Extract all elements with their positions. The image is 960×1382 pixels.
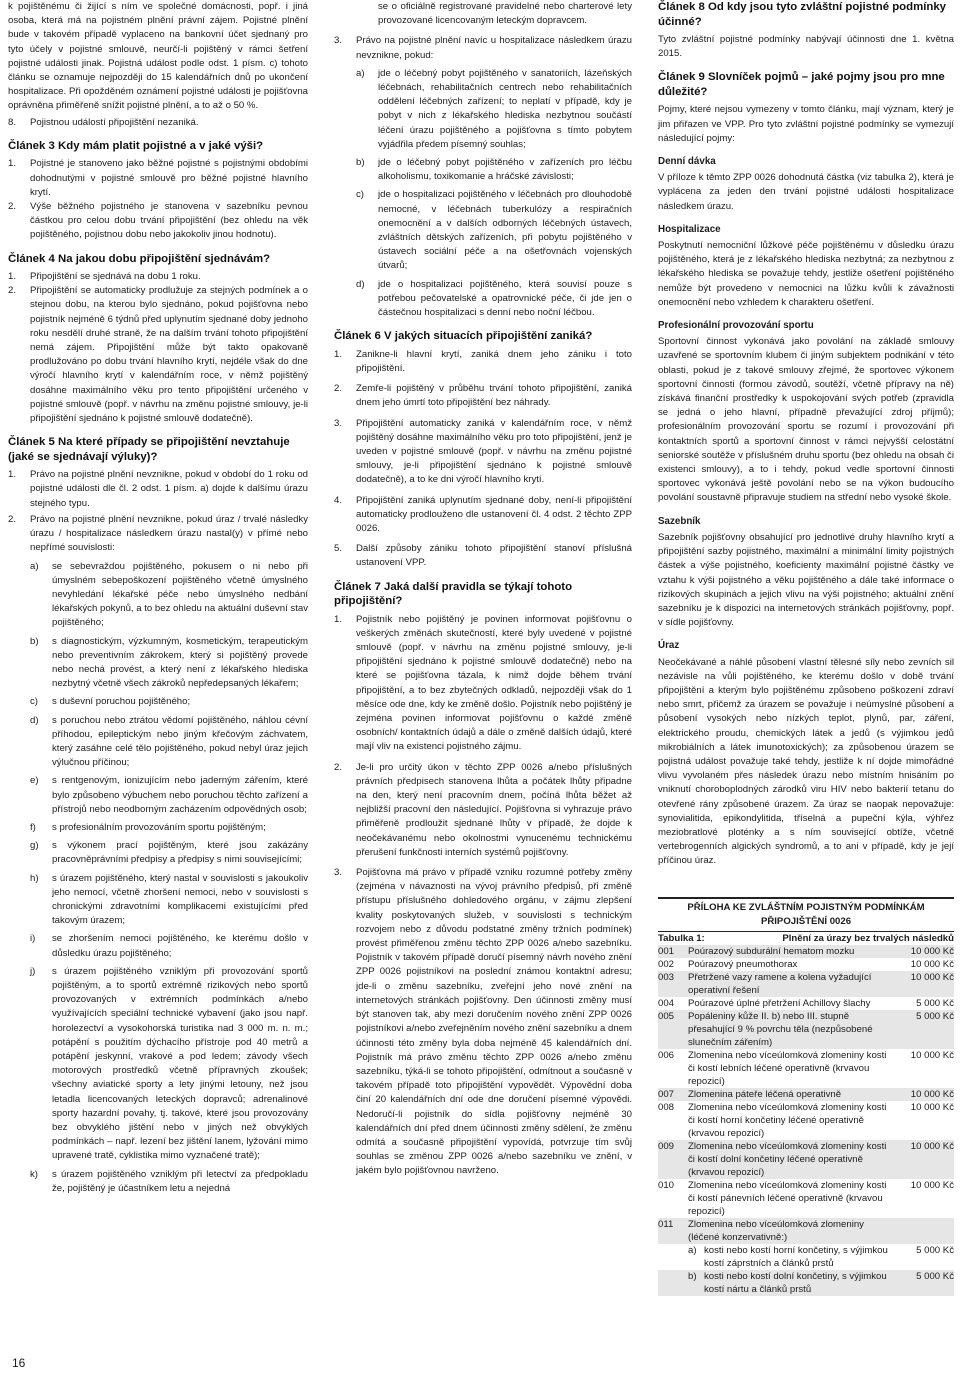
item-number: 3. [334,35,343,47]
heading-article-8: Článek 8 Od kdy jsou tyto zvláštní pojistné podmínky účinné? [658,1,946,28]
row-code: 008 [658,1101,675,1113]
definition-term: Denní dávka [658,156,716,168]
row-amount [892,1218,954,1244]
item-text: Další způsoby zániku tohoto připojištění stanoví příslušná ustanovení VPP. [356,543,632,569]
definition-text: Poskytnutí nemocniční lůžkové péče pojištěnému v důsledku úrazu pojištěného, která je z lékařského hlediska nezbytná; za nezbytnou z lékařského hlediska se považuje tehdy, jestliže ošetření pojištěného nemůže být provedeno v nemocnici na lůžku kvůli k závažnosti onemocnění nebo vzhledem k charakteru ošetření. [658,240,954,308]
item-text: Právo na pojistné plnění nevznikne, pokud v období do 1 roku od pojistné události dle čl. 2 odst. 1 písm. a) dojde k dalšímu úrazu stejného typu. [30,469,308,509]
sub-item-text: s poruchou nebo ztrátou vědomí pojištěného, náhlou cévní příhodou, epileptickým nebo jiným křečovým záchvatem, který zasáhne celé tělo pojištěného, pokud nebyl úraz jejich výlučnou příčinou; [52,714,308,769]
table-row [658,1049,954,1088]
row-amount: 10 000 Kč [910,1088,954,1100]
sub-item-letter: k) [30,1168,38,1180]
subrow-amount: 5 000 Kč [916,1270,954,1282]
sub-item-letter: d) [356,278,365,290]
table-row [658,1088,954,1101]
sub-item [30,965,308,1164]
item-number: 5. [334,543,343,555]
table-row [658,958,954,971]
sub-item [356,188,632,273]
row-desc: Zlomenina páteře léčená operativně [688,1088,842,1100]
sub-item-letter: c) [356,189,364,201]
column-middle [334,0,632,1179]
definition-term: Profesionální provozování sportu [658,320,814,332]
sub-item [356,67,632,152]
sub-item-text: s rentgenovým, ionizujícím nebo jaderným zářením, které bylo způsobeno výbuchem nebo poruchou těchto zařízení a přístrojů nebo neodborným zacházením odpovědných osob; [52,775,308,815]
annex [658,897,954,1296]
row-desc: Zlomenina nebo víceúlomková zlomeniny kosti či kostí lebních léčené operativně (krvavou repozicí) [688,1049,887,1087]
sub-item-letter: j) [30,965,36,977]
annex-title: PŘÍLOHA KE ZVLÁŠTNÍM POJISTNÝM PODMÍNKÁM PŘIPOJIŠTĚNÍ 0026 [658,897,954,929]
heading-article-5: Článek 5 Na které případy se připojištění nevztahuje (jaké se sjednávají výluky)? [8,436,290,463]
list-item [334,542,632,570]
row-code: 004 [658,997,675,1009]
item-text: Připojištění zaniká uplynutím sjednané doby, není-li připojištění automaticky prodlouženo dle ustanovení čl. 4 odst. 2 těchto ZPP 0026. [356,494,632,534]
heading-article-7: Článek 7 Jaká další pravidla se týkají tohoto připojištění? [334,580,573,608]
list-item [334,382,632,410]
table-row [658,1179,954,1218]
sub-item-text: se zhoršením nemoci pojištěného, ke kterému došlo v důsledku úrazu pojištěného; [52,933,308,959]
sub-item-letter: a) [356,67,365,79]
list-item [334,613,632,755]
list-item [8,513,308,556]
row-code: 005 [658,1010,675,1022]
sub-item-text: se o oficiálně registrované pravidelné nebo charterové lety provozované licencovaným leteckým dopravcem. [378,1,632,27]
definition-term: Hospitalizace [658,223,721,235]
list-item [334,866,632,1178]
sub-item-text: se sebevraždou pojištěného, pokusem o ni nebo při úmyslném sebepoškození pojištěného včetně úmyslného nevyhledání lékařské péče nebo úmyslného nedbání lékařských pokynů, a to bez ohledu na aktuální duševní stav pojištěného; [52,560,308,629]
sub-item-text: s úrazem pojištěného vzniklým při letectví za předpokladu že, pojištěný je účastníkem letu a nejedná [52,1168,308,1194]
heading-article-4: Článek 4 Na jakou dobu připojištění sjednávám? [8,252,271,265]
item-text: Pojišťovna má právo v případě vzniku rozumné potřeby změny (zejména v návaznosti na vývoj právního předpisů, při změně přístupu příslušného dohledového orgánu, v zájmu zlepšení kvality poskytovaných služeb, v souvislosti s technickým rozvojem nebo z důvodu podstatné změny tržních podmínek) provést přiměřenou změnu těchto ZPP 0026 a/nebo sazebníku. Pojistník v takovém případě doručí písemný návrh nového znění ZPP 0026 pojistníkovi na poslední známou kontaktní adresu; jde-li o změnu sazebníku, zveřejní jeho nové znění na internetových stránkách pojišťovny. Den účinnosti změny musí být stanoven tak, aby mezi doručením nového znění ZPP 0026 pojistníkovi a/nebo zveřejněním nového znění sazebníku a dnem účinnosti této změny byla doba nejméně 45 kalendářních dní. Pojistník má právo změnu těchto ZPP 0026 a/nebo změnu sazebníku, týká-li se tohoto připojištění, odmítnout a současně v takovém případě toto připojištění vypovědět. Výpovědní doba činí 20 kalendářních dní ode dne doručení písemné výpovědi. Nedoručí-li pojistník do sídla pojišťovny nejméně 30 kalendářních dní před dnem účinnosti změny sdělení, že změnu odmítá a současně připojištění vypovídá, potvrzuje tím svůj souhlas se změnou ZPP 0026 a/nebo sazebníku ve znění, v jakém bylo pojišťovnou navrženo. [356,867,632,1177]
sub-item [30,1168,308,1196]
table-subrow [658,1244,954,1270]
column-right [658,0,954,1296]
sub-item-text: s úrazem pojištěného, který nastal v souvislosti s jakoukoliv jeho nemocí, včetně zhoršení nemoci, nebo v souvislosti s chronickými zdravotními komplikacemi existujícími před takovým úrazem; [52,872,308,927]
sub-item [30,774,308,817]
item-number: 2. [334,383,343,395]
item-text: Právo na pojistné plnění navíc u hospitalizace následkem úrazu nevznikne, pokud: [356,35,632,61]
sub-item-letter: f) [30,821,36,833]
sub-item [30,714,308,771]
row-desc: Zlomenina nebo víceúlomková zlomeniny kosti či kostí pánevních léčené operativně (krvavou repozicí) [688,1179,887,1217]
column-left [8,0,308,1196]
heading-article-3: Článek 3 Kdy mám platit pojistné a v jaké výši? [8,139,264,152]
subrow-index: b) [688,1270,697,1282]
row-amount: 10 000 Kč [910,1140,954,1152]
list-item [334,761,632,860]
item-text: Právo na pojistné plnění nevznikne, pokud úraz / trvalé následky úrazu / hospitalizace následkem úrazu nastal(y) v přímé nebo nepřímé souvislosti: [30,513,308,554]
sub-item-text: s diagnostickým, výzkumným, kosmetickým, terapeutickým nebo preventivním zákrokem, který si pojištěný provede nebo nechá provést, a který není z lékařského hlediska nezbytný včetně všech zákroků nepředepsaných lékařem; [52,635,308,690]
row-code: 010 [658,1179,675,1191]
definition-term: Sazebník [658,515,701,527]
row-amount: 10 000 Kč [910,945,954,957]
heading-article-9: Článek 9 Slovníček pojmů – jaké pojmy jsou pro mne důležité? [658,71,945,98]
row-desc: Poúrazové úplné přetržení Achillovy šlachy [688,997,871,1009]
sub-item-letter: i) [30,933,36,945]
row-desc: Popáleniny kůže II. b) nebo III. stupně přesahující 9 % povrchu těla (nezpůsobené slunečním zářením) [688,1010,873,1048]
table-row [658,1010,954,1049]
sub-item-text: s výkonem prací pojištěným, které jsou zakázány pracovněprávními předpisy a předpisy s nimi souvisejícími; [52,840,308,866]
row-amount: 10 000 Kč [910,1101,954,1113]
sub-item [30,695,308,709]
row-code: 007 [658,1088,675,1100]
definition-text: V příloze k těmto ZPP 0026 dohodnutá částka (viz tabulka 2), která je vyplácena za jeden den trvání pojistné události hospitalizace následkem úrazu. [658,172,954,212]
row-desc: Zlomenina nebo víceúlomková zlomeniny kosti či kostí horní končetiny léčené operativně (krvavou repozicí) [688,1101,887,1139]
row-desc: Zlomenina nebo víceúlomková zlomeniny kosti či kostí dolní končetiny léčené operativně (krvavou repozicí) [688,1140,887,1178]
row-amount: 5 000 Kč [916,997,954,1009]
sub-item [30,839,308,867]
sub-item-letter: h) [30,872,39,884]
list-item [334,348,632,376]
row-desc: Přetržené vazy ramene a kolena vyžadující operativní řešení [688,971,872,996]
table-row [658,997,954,1010]
subrow-desc: kosti nebo kostí dolní končetiny, s výjimkou kostí nártu a článků prstů [704,1270,887,1295]
list-item [8,157,308,200]
list-item [8,468,308,511]
row-amount: 5 000 Kč [916,1010,954,1022]
page-number: 16 [12,1356,26,1370]
item-number: 2. [8,285,17,297]
definition-text: Sportovní činnost vykonává jako povolání na základě smlouvy uzavřené se sportovním klubem či jiným subjektem podnikání v této oblasti, pokud je z takové smlouvy zřejmé, že sportovec výkonem sportovní činnosti (formou závodů, soutěží, včetně přípravy na ně) získává finanční prostředky k uspokojování svých potřeb (zpravidla se jedná o jeho hlavní, případně převažující zdroj příjmů); profesionálním provozování sportu se rozumí i provozování při kontaktních sportů a sportovní činnost v rámci nejvyšší celostátní seniorské soutěže v příslušném druhu sportu (bez ohledu na obsah či existenci smlouvy), a to i tehdy, pokud vedle sportovní činnosti sportovec vykonává ještě povolání nebo se na výkon budoucího povolání soustavně připravuje studiem na střední nebo vysoké škole. [658,336,954,504]
item-text: Výše běžného pojistného je stanovena v sazebníku pevnou částkou pro celou dobu trvání připojištění (bez ohledu na věk pojištěného, pojistnou dobu nebo jakokoliv jinou hodnotu). [30,200,308,241]
sub-item-text: s duševní poruchou pojištěného; [52,696,191,708]
sub-item-text: jde o léčebný pobyt pojištěného v sanatoriích, lázeňských léčebnách, rehabilitačních centrech nebo rehabilitačních oddělení léčebných zařízení; to neplatí v případě, kdy je pobyt v nich z lékařského hlediska nezbytnou součástí léčení úrazu pojištěného a pojišťovna s tímto pobytem vyjádřila předem písemný souhlas; [378,67,632,150]
row-code: 009 [658,1140,675,1152]
item-text: Je-li pro určitý úkon v těchto ZPP 0026 a/nebo příslušných právních předpisech stanovena lhůta a počátek lhůty připadne na den, který není pracovním dnem, počíná lhůta běžet až nejbližší pracovní den následující. Pojišťovna si vyhrazuje právo přiměřeně prodloužit sjednané lhůty v případě, že dojde k neočekávanému nebo okolnostmi vynucenému technickému přerušení funkčnosti interních systémů pojišťovny. [356,761,632,858]
sub-item-text: jde o hospitalizaci pojištěného v léčebnách pro dlouhodobě nemocné, v léčebnách tuberkulózy a respiračních onemocnění a v dalších odborných léčebných ústavech, zvláštních dětských zařízeních, při pobytu pojištěného v ústavech sociální péče a na ošetřovnách vojenských útvarů; [378,189,632,272]
item-number: 1. [334,348,343,360]
sub-item-continued [356,0,632,28]
item-number: 3. [334,417,343,429]
definition-text: Neočekávané a náhlé působení vlastní tělesné síly nebo zevních sil nezávisle na vůli pojištěného, ke kterému došlo v době trvání připojištění a kterým bylo pojištěnému způsobeno poškození zdraví nebo smrt, přičemž za úrazem se považuje i neúmyslné působení a působení vysokých nebo nízkých teplot, plynů, par, záření, elektrického proudu, chemických látek a jedů (s výjimkou jedů mikrobiálních a látek imunotoxických); za způsobenou úrazem se pojistná událost považuje také tehdy, jestliže k ní dojde mimořádné vlivu vyvolaném přes následek úrazu nebo místním hnisáním po vniknutí choroboplodných zárodků viru HIV nebo bakterií tetanu do otevřené rány způsobené úrazem. Za úraz se naopak nepovažuje: synovialitida, epikondylitida, tříselná a pupeční kýla, výhřez meziobratlové ploténky a s ním související obtíže, včetně vertebrogenních algických syndromů, a to ani v případě, kdy je její příčinou úraz. [658,656,954,867]
item-number: 1. [8,158,17,170]
table-row [658,1101,954,1140]
sub-item-letter: c) [30,696,38,708]
list-item [334,417,632,488]
list-item [8,116,308,130]
item-number: 1. [8,469,17,481]
row-desc: Zlomenina nebo víceúlomková zlomeniny (léčené konzervativně:) [688,1218,864,1243]
sub-item-letter: d) [30,714,39,726]
subrow-index: a) [688,1244,697,1256]
sub-item-letter: g) [30,840,39,852]
sub-item [356,278,632,321]
sub-item-letter: b) [30,635,39,647]
table-label: Tabulka 1: [658,932,705,944]
table-row [658,1140,954,1179]
row-code: 002 [658,958,675,970]
row-code: 003 [658,971,675,983]
item-number: 8. [8,116,17,128]
item-number: 1. [8,271,17,283]
row-code: 001 [658,945,675,957]
table-caption [658,931,954,945]
table-row [658,1218,954,1244]
item-number: 2. [334,761,343,773]
item-text: Připojištění se automaticky prodlužuje za stejných podmínek a o stejnou dobu, na kterou bylo sjednáno, pokud pojišťovna nebo pojistník nejméně 6 týdnů před uplynutím sjednané doby jednoho roku nesdělí druhé straně, že na dalším trvání tohoto připojištění nemá zájem. Připojištění může být takto opakovaně prodlužováno po dobu trvání hlavního krytí, nejdéle však do dne výročí hlavního krytí v kalendářním roce, v němž pojištěný dosáhne maximálního věku pro tento připojištění určeného v pojistné smlouvě (popř. v návrhu na změnu pojistné smlouvy, je-li připojištění sjednáno k pojistné smlouvě dodatečně). [30,285,308,425]
row-amount: 10 000 Kč [910,1049,954,1061]
definition-term: Úraz [658,640,680,652]
subrow-desc: kosti nebo kostí horní končetiny, s výjimkou kostí záprstních a článků prstů [704,1244,888,1269]
list-item [334,34,632,62]
item-number: 2. [8,200,17,212]
row-desc: Poúrazový pneumothorax [688,958,798,970]
subrow-amount: 5 000 Kč [916,1244,954,1256]
row-code: 006 [658,1049,675,1061]
paragraph: Pojmy, které nejsou vymezeny v tomto článku, mají význam, který je jim přiřazen ve VPP. Pro tyto zvláštní pojistné podmínky se vymezují následující pojmy: [658,104,954,144]
sub-item-letter: a) [30,560,39,572]
list-item [8,270,308,284]
item-number: 1. [334,613,343,625]
item-text: Zemře-li pojištěný v průběhu trvání tohoto připojištění, zaniká dnem jeho úmrtí toto připojištění bez náhrady. [356,383,632,409]
sub-item [30,635,308,692]
list-item [8,200,308,243]
item-text: Pojistné je stanoveno jako běžné pojistné s pojistnými obdobími dohodnutými v pojistné smlouvě pro běžné pojistné hlavního krytí. [30,158,308,198]
row-code: 011 [658,1218,674,1230]
heading-article-6: Článek 6 V jakých situacích připojištění zaniká? [334,330,593,343]
item-text: Pojistník nebo pojištěný je povinen informovat pojišťovnu o veškerých změnách skutečností, které byly uvedené v pojistné smlouvě (popř. v návrhu na změnu pojistné smlouvy, je-li připojištění sjednáno k pojistné smlouvě dodatečně) nebo na které se pojišťovna tázala, k nimž dojde během trvání připojištění, a to bez zbytečných odkladů, nejpozději však do 1 měsíce ode dne, kdy ke změně došlo. Pojistník nebo pojištěný je zejména povinen informovat pojišťovnu o každé změně osobních/ kontaktních údajů a dále o změně dalších údajů, které mají vliv na existenci pojistného zájmu. [356,613,632,753]
item-text: Pojistnou událostí připojištění nezaniká. [30,116,199,128]
sub-item-text: jde o léčebný pobyt pojištěného v zařízeních pro léčbu alkoholismu, toxikomanie a hráčské závislosti; [378,157,632,183]
sub-item-text: s úrazem pojištěného vzniklým při provozování sportů pojištěným, a to sportů extrémně rizikových nebo sportů provozovaných v extrémních podmínkách a/nebo využívajících speciální technické vybavení (jako jsou např. horolezectví a vysokohorská turistika nad 3 000 m. n. m.; potápění s použitím dýchacího přístroje pod 40 metrů a potápění jeskynní, vrakové a pod ledem; závody všech motorových prostředků včetně přípravných zkoušek; všechny aviatické sporty a lety jinými letouny, než jsou letadla licencovaných leteckých dopravců; adrenalinové sporty hazardní povahy, tj. takové, které jsou provozovány bez obvyklého jištění nebo v jiných než obvyklých podmínkách – např. lezení bez jištění lanem, lyžování mimo upravené tratě, cyklistika mimo vyznačené tratě); [52,965,308,1162]
table-title: Plnění za úrazy bez trvalých následků [782,932,954,944]
item-text: Zanikne-li hlavní krytí, zaniká dnem jeho zániku i toto připojištění. [356,348,632,374]
sub-item [30,821,308,835]
sub-item [30,560,308,631]
definition-text: Sazebník pojišťovny obsahující pro jednotlivé druhy hlavního krytí a připojištění sazby pojistného, maximální a minimální limity pojistných částek a výše pojistného, koeficienty maximální pojistné částky ve vztahu k výši pojistného a věku pojištěného a dále také informace o rizikových skupinách a jejich vlivu na výši pojistného; aktuální znění sazebníku je k dispozici na internetových stránkách pojišťovny, popř. v sídle pojišťovny. [658,531,954,629]
item-text: Připojištění automaticky zaniká v kalendářním roce, v němž pojištěný dosáhne maximálního věku pro toto připojištění, jenž je uveden v pojistné smlouvě (popř. v návrhu na změnu pojistné smlouvy, je-li připojištění sjednáno k pojistné smlouvě dodatečně), a to ke dni výročí hlavního krytí. [356,417,632,486]
sub-item [30,932,308,960]
sub-item-text: jde o hospitalizaci pojištěného, která souvisí pouze s potřebou pečovatelské a opatrovnické péče, či jde jen o částečnou hospitalizaci s denní nebo noční léčbou. [378,278,632,319]
list-item [8,284,308,426]
table-row [658,945,954,958]
table-row [658,971,954,997]
item-number: 2. [8,513,17,525]
paragraph: Tyto zvláštní pojistné podmínky nabývají účinnosti dne 1. května 2015. [658,34,954,60]
item-number: 4. [334,494,343,506]
list-item [334,494,632,537]
sub-item [356,156,632,184]
sub-item-letter: e) [30,775,39,787]
table-subrow [658,1270,954,1296]
item-number: 3. [334,867,343,879]
row-amount: 10 000 Kč [910,971,954,983]
sub-item-text: s profesionálním provozováním sportu pojištěným; [52,821,266,833]
paragraph-intro: k pojištěnému či žijící s ním ve společné domácnosti, popř. i jiná osoba, která má na pojistném plnění právní zájem. Pojistné plnění bude v takovém případě vyplaceno na bankovní účet sjednaný pro tyto účely v pojistné smlouvě, neurčí-li pojištěný v rámci šetření pojistné události jinak. Pojistná událost podle odst. 1 písm. c) tohoto článku se oznamuje nejpozději do 15 kalendářních dnů po ukončení hospitalizace. Při opožděném oznámení pojistné události je pojišťovna oprávněna přiměřeně snížit pojistné plnění, a to až o 50 %. [8,1,308,112]
row-amount: 10 000 Kč [910,1179,954,1191]
item-text: Připojištění se sjednává na dobu 1 roku. [30,271,201,283]
sub-item-letter: b) [356,157,365,169]
row-desc: Poúrazový subdurální hematom mozku [688,945,855,957]
sub-item [30,872,308,929]
row-amount: 10 000 Kč [910,958,954,970]
